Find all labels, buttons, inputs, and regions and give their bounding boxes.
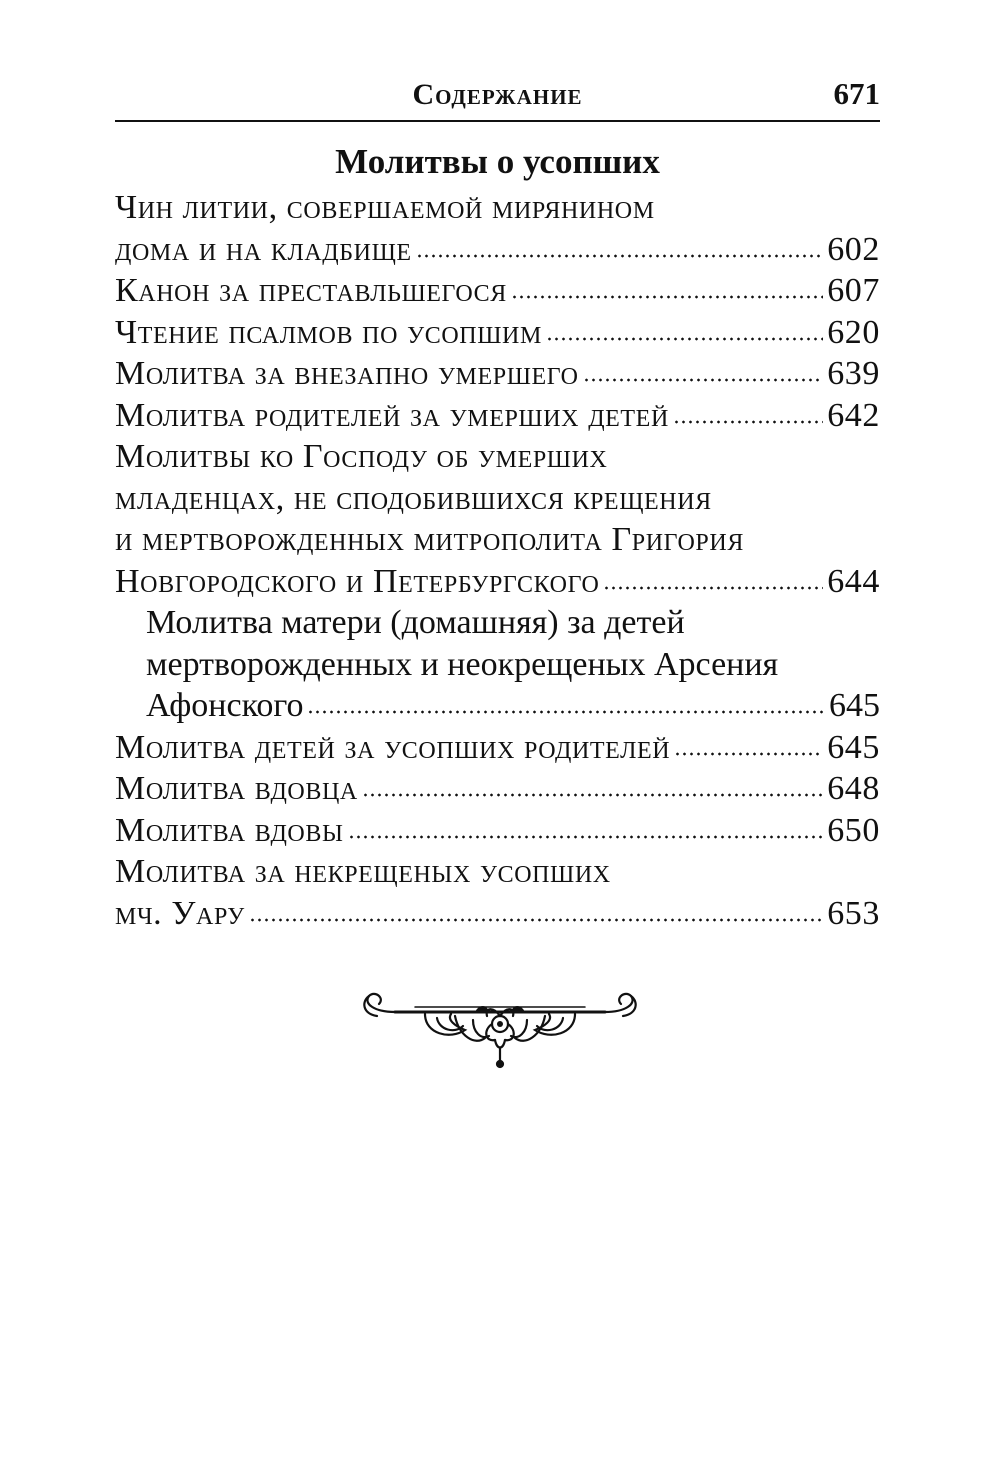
- toc-page-number: 644: [827, 562, 880, 600]
- toc-line: [115, 685, 880, 727]
- toc-page-number: 607: [827, 272, 880, 309]
- page-number: 671: [833, 76, 880, 111]
- toc-page-number: 645: [827, 728, 880, 766]
- dot-leader: [546, 336, 823, 342]
- toc-line: [115, 270, 880, 312]
- toc-line: [115, 353, 880, 395]
- toc-entry-text: Чин литии, совершаемой мирянином: [115, 189, 655, 226]
- running-title: Содержание: [412, 78, 583, 111]
- dot-leader: [348, 834, 824, 840]
- toc-entry-text: Молитва матери (домашняя) за детей: [146, 604, 685, 641]
- toc-page-number: 602: [827, 230, 880, 268]
- toc-entry-text: Молитва детей за усопших родителей: [115, 728, 671, 766]
- toc-line: [115, 768, 880, 810]
- toc-line: [115, 561, 880, 603]
- toc-line: [115, 229, 880, 271]
- toc-line: [115, 602, 880, 644]
- toc-line: [115, 851, 880, 893]
- toc-page-number: 653: [827, 894, 880, 932]
- dot-leader: [307, 709, 825, 715]
- toc-page-number: 642: [827, 396, 880, 434]
- toc-entry-text: Молитва за некрещеных усопших: [115, 853, 611, 890]
- toc-line: [115, 810, 880, 852]
- toc-line: [115, 893, 880, 935]
- dot-leader: [673, 419, 823, 425]
- toc-entry-text: Канон за преставльшегося: [115, 272, 507, 309]
- toc-entry-text: мч. Уару: [115, 894, 245, 932]
- toc-entry-text: Молитва родителей за умерших детей: [115, 396, 669, 434]
- toc-page-number: 645: [829, 687, 880, 724]
- toc-entry-text: и мертворожденных митрополита Григория: [115, 521, 744, 558]
- toc-line: [115, 519, 880, 561]
- toc-entry-text: Молитвы ко Господу об умерших: [115, 438, 608, 475]
- toc-line: [115, 727, 880, 769]
- table-of-contents: [115, 187, 880, 934]
- toc-line: [115, 395, 880, 437]
- toc-entry-text: младенцах, не сподобившихся крещения: [115, 479, 712, 517]
- dot-leader: [603, 585, 823, 591]
- toc-page-number: 639: [827, 355, 880, 392]
- toc-line: [115, 187, 880, 229]
- dot-leader: [362, 792, 823, 798]
- toc-entry-text: Новгородского и Петербургского: [115, 562, 600, 600]
- toc-page-number: 650: [827, 811, 880, 849]
- toc-entry-text: Молитва за внезапно умершего: [115, 355, 579, 392]
- toc-page-number: 648: [827, 770, 880, 807]
- toc-entry-text: дома и на кладбище: [115, 230, 412, 268]
- toc-page-number: 620: [827, 313, 880, 351]
- toc-entry-text: Афонского: [146, 687, 304, 724]
- dot-leader: [511, 294, 823, 300]
- toc-line: [115, 478, 880, 520]
- dot-leader: [674, 751, 823, 757]
- toc-line: [115, 436, 880, 478]
- toc-line: [115, 312, 880, 354]
- toc-entry-text: Чтение псалмов по усопшим: [115, 313, 542, 351]
- dot-leader: [583, 377, 824, 383]
- section-heading: Молитвы о усопших: [335, 142, 660, 181]
- dot-leader: [249, 917, 823, 923]
- running-header: [115, 72, 880, 122]
- dot-leader: [416, 253, 824, 259]
- toc-line: [115, 644, 880, 686]
- toc-entry-text: Молитва вдовы: [115, 811, 344, 849]
- floral-ornament-icon: [355, 990, 645, 1070]
- toc-entry-text: Молитва вдовца: [115, 770, 358, 807]
- toc-entry-text: мертворожденных и неокрещеных Арсения: [146, 645, 779, 683]
